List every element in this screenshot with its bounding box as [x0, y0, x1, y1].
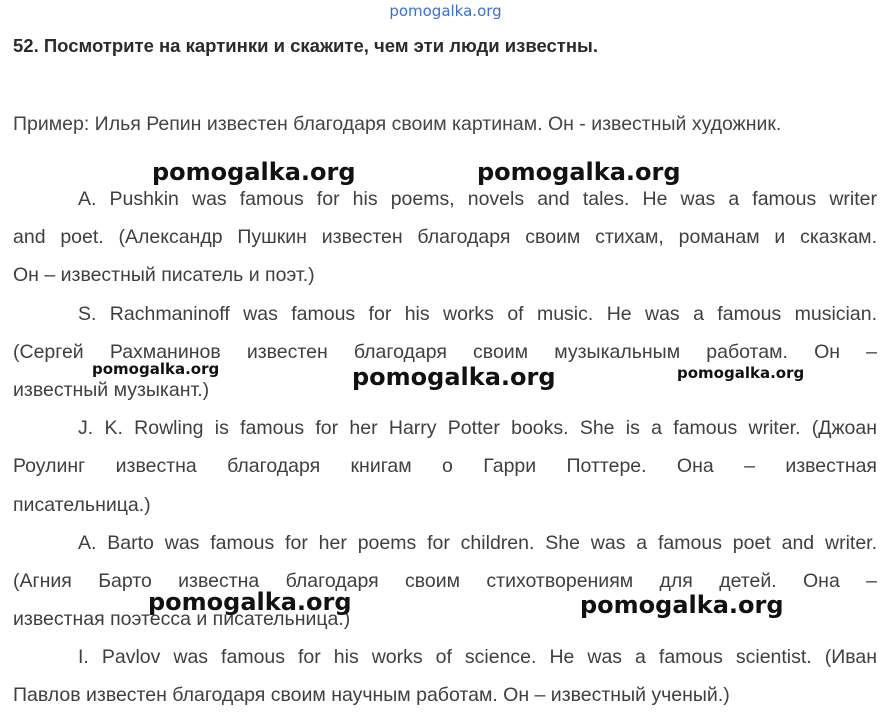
text-line: and poet. (Александр Пушкин известен благодаря своим стихам, романам и сказкам.	[13, 226, 877, 249]
text-line: S. Rachmaninoff was famous for his works of music. He was a famous musician.	[78, 302, 877, 325]
text-line: A. Pushkin was famous for his poems, novels and tales. He was a famous writer	[78, 188, 877, 210]
watermark: pomogalka.org	[92, 360, 220, 378]
text-line: Он – известный писатель и поэт.)	[13, 264, 315, 287]
watermark: pomogalka.org	[677, 364, 805, 382]
answer-text	[13, 180, 877, 715]
text-line: известная поэтесса и писательница.)	[13, 608, 351, 631]
text-line: Роулинг известна благодаря книгам о Гарри Поттере. Она – известная	[13, 455, 877, 478]
site-header-watermark: pomogalka.org	[389, 2, 502, 20]
task-title: 52. Посмотрите на картинки и скажите, чем эти люди известны.	[13, 35, 598, 56]
watermark: pomogalka.org	[152, 158, 356, 186]
watermark: pomogalka.org	[580, 591, 784, 619]
text-line: A. Barto was famous for her poems for children. She was a famous poet and writer.	[78, 531, 877, 554]
watermark: pomogalka.org	[148, 588, 352, 616]
text-line: (Сергей Рахманинов известен благодаря своим музыкальным работам. Он –	[13, 340, 877, 363]
text-line: J. K. Rowling is famous for her Harry Potter books. She is a famous writer. (Джоан	[78, 417, 877, 440]
text-line: известный музыкант.)	[13, 378, 210, 401]
watermark: pomogalka.org	[477, 158, 681, 186]
text-line: писательница.)	[13, 493, 151, 516]
text-line: Павлов известен благодаря своим научным работам. Он – известный ученый.)	[13, 684, 730, 707]
text-line: I. Pavlov was famous for his works of science. He was a famous scientist. (Иван	[78, 646, 877, 669]
text-line: (Агния Барто известна благодаря своим стихотворениям для детей. Она –	[13, 569, 877, 592]
watermark: pomogalka.org	[352, 363, 556, 391]
example-sentence: Пример: Илья Репин известен благодаря своим картинам. Он - известный художник.	[13, 113, 782, 135]
